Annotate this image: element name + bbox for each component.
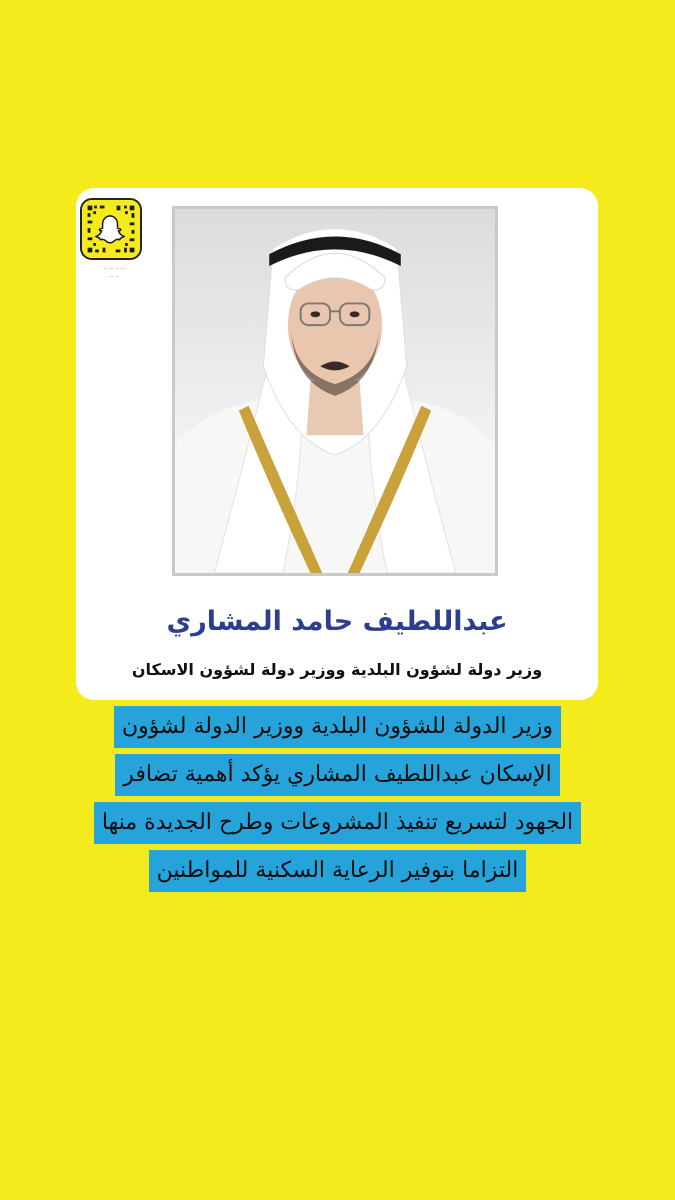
person-name: عبداللطيف حامد المشاري: [166, 606, 508, 637]
headline-line: الجهود لتسريع تنفيذ المشروعات وطرح الجديدة منها: [94, 802, 581, 844]
headline-line: وزير الدولة للشؤون البلدية ووزير الدولة لشؤون: [114, 706, 561, 748]
snapcode-caption: ·· ·· ·· ·· ·· ··: [103, 266, 125, 281]
headline: [30, 706, 645, 898]
news-card: [76, 188, 598, 700]
snapcode-icon[interactable]: [80, 198, 142, 260]
person-title: وزير دولة لشؤون البلدية ووزير دولة لشؤون الاسكان: [131, 660, 543, 679]
headline-line: التزاما بتوفير الرعاية السكنية للمواطنين: [149, 850, 527, 892]
headline-line: الإسكان عبداللطيف المشاري يؤكد أهمية تضافر: [115, 754, 560, 796]
portrait-photo: [172, 206, 498, 576]
